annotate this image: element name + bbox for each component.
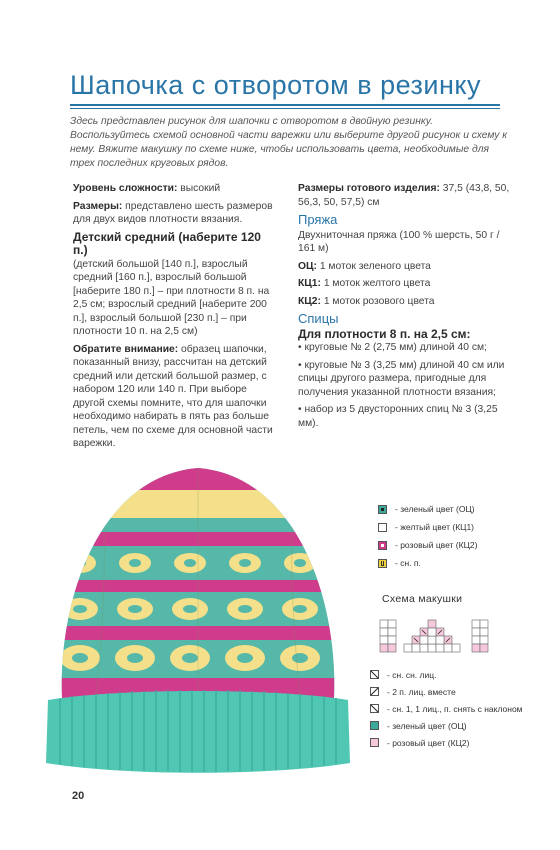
page-number: 20 xyxy=(72,790,85,802)
needle-item: • набор из 5 двусторонних спиц № 3 (3,25 мм). xyxy=(298,404,498,429)
color-legend xyxy=(378,500,477,572)
slip-stitch-icon xyxy=(378,559,387,568)
sizes-label: Размеры: xyxy=(73,200,123,212)
pink-swatch-icon xyxy=(378,541,387,550)
hat-photo xyxy=(40,458,355,778)
right-column xyxy=(298,182,513,434)
schema-title: Схема макушки xyxy=(382,593,463,605)
needle-item: • круговые № 2 (2,75 мм) длиной 40 см; xyxy=(298,342,487,353)
level-label: Уровень сложности: xyxy=(73,183,178,194)
yarn-heading: Пряжа xyxy=(298,212,338,227)
yarn-code: КЦ1: xyxy=(298,278,321,289)
level-value: высокий xyxy=(177,183,221,194)
sizes-value: представлено шесть размеров для двух видов плотности вязания. xyxy=(73,200,273,225)
finished-size-value: 37,5 (43,8, 50, 56,3, 50, 57,5) см xyxy=(298,183,510,208)
legend-item: - сн. сн. лиц. xyxy=(370,666,523,683)
legend-item: - 2 п. лиц. вместе xyxy=(370,683,523,700)
backslash-stitch-icon xyxy=(370,670,379,679)
yarn-code: ОЦ: xyxy=(298,260,317,272)
left-column xyxy=(73,182,278,455)
backslash-stitch-icon xyxy=(370,704,379,713)
note-text: образец шапочки, показанный внизу, рассчитан на детский средний или детский большой размер, с набором 120 или 140 п. При выборе другой схемы помните, что для шапочки необходимо набирать в пять раз больше петель, чем по схеме для основной части варежки. xyxy=(73,343,273,449)
intro-text: Здесь представлен рисунок для шапочки с отворотом в двойную резинку. Воспользуйтесь схемой основной части варежки или выберите другой рисунок и схему к нему. Вяжите макушку по схеме ниже, чтобы использовать цвета, необходимые для трех последних круговых рядов. xyxy=(70,116,508,169)
green-swatch-icon xyxy=(370,721,379,730)
yarn-code: КЦ2: xyxy=(298,295,321,307)
title-rule xyxy=(70,104,500,106)
green-swatch-icon xyxy=(378,505,387,514)
needles-heading: Спицы xyxy=(298,311,339,326)
yarn-text: Двухниточная пряжа (100 % шерсть, 50 г / 161 м) xyxy=(298,229,500,254)
slash-stitch-icon xyxy=(370,687,379,696)
crown-chart xyxy=(378,612,508,658)
yellow-swatch-icon xyxy=(378,523,387,532)
yarn-desc: 1 моток зеленого цвета xyxy=(316,260,431,272)
pink-swatch-icon xyxy=(370,738,379,747)
yarn-desc: 1 моток желтого цвета xyxy=(320,278,431,289)
legend-item: - сн. п. xyxy=(378,554,477,572)
finished-size-label: Размеры готового изделия: xyxy=(298,183,440,194)
legend-item: - зеленый цвет (ОЦ) xyxy=(378,500,477,518)
legend-item: - желтый цвет (КЦ1) xyxy=(378,518,477,536)
needle-item: • круговые № 3 (3,25 мм) длиной 40 см или спицы другого размера, пригодные для получения указанной плотности вязания; xyxy=(298,359,505,398)
note-label: Обратите внимание: xyxy=(73,343,179,355)
child-size-text: (детский большой [140 п.], взрослый средний [160 п.], взрослый большой [наберите 180 п.] – при плотности 8 п. на 2,5 см; взрослый средний [наберите 200 п.], взрослый большой [230 п.] – при плотности 10 п. на 2,5 см) xyxy=(73,258,270,337)
legend-item: - сн. 1, 1 лиц., п. снять с наклоном xyxy=(370,700,523,717)
gauge-heading: Для плотности 8 п. на 2,5 см: xyxy=(298,326,471,341)
child-size-heading: Детский средний (наберите 120 п.) xyxy=(73,229,261,257)
yarn-desc: 1 моток розового цвета xyxy=(320,295,435,307)
legend-item: - зеленый цвет (ОЦ) xyxy=(370,717,523,734)
page-title: Шапочка с отворотом в резинку xyxy=(70,70,481,100)
legend-item: - розовый цвет (КЦ2) xyxy=(378,536,477,554)
title-rule-thin xyxy=(70,108,500,109)
legend-item: - розовый цвет (КЦ2) xyxy=(370,734,523,751)
stitch-legend xyxy=(370,666,523,751)
